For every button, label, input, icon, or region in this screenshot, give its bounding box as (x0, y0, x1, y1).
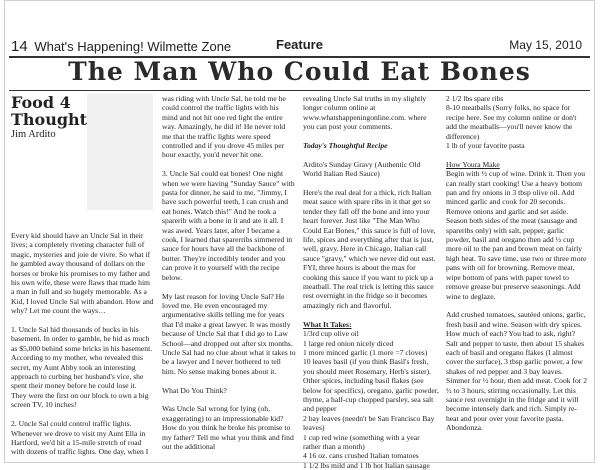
page-number: 14 (11, 38, 28, 55)
paragraph: Begin with ½ cup of wine. Drink it. Then you can really start cooking! Use a heavy bottom pan and fry onions in 3 tbsp olive oil. Add minced garlic and cook for 20 seconds. Remove onions and garlic and set aside. Season both sides of the meat (sausage and spareribs only) with salt, pepper, garlic powder, basil and oregano then add ½ cup more oil to the pan and brown meat on fairly high heat. To save time, use two or three more pans with oil for browning. Remove meat, wipe bottom of pans with paper towel to remove grease but preserve seasonings. Add wine to deglaze. (446, 169, 587, 301)
recipe-title: Ardito's Sunday Gravy (Authentic Old World Italian Red Sauce) (303, 159, 421, 179)
ingredient: 8-10 meatballs (Sorry folks, no space for recipe here. See my column online or don't add the meatballs—you'll never know the difference) (446, 103, 577, 141)
column-title-line2: Thought (11, 110, 88, 129)
ingredient: 1 large red onion nicely diced (303, 338, 394, 348)
column-3 (303, 94, 439, 470)
ingredient: 1 cup red wine (something with a year rather than a month) (303, 432, 420, 451)
recipe-intro: Here's the real deal for a thick, rich Italian meat sauce with spare ribs in it that get so tender they fall off the bone and into your heart forever. Just like "The Man Who Could Eat Bones," this sauce is full of love, life, spices and everything after that is just, well, gravy. Here in Chicago, Italian call sauce "gravy," which we never did out east. FYI, three hours is about the max for cooking this sauce if you want to pick up a meatball. The real trick is letting this sauce rest overnight in the fridge so it becomes amazingly rich and flavorful. (303, 188, 436, 310)
ingredient: 1 lb of your favorite pasta (446, 141, 525, 151)
column-1-body (11, 231, 154, 466)
header-date: May 15, 2010 (509, 38, 582, 52)
ingredient: 1 1/2 lbs mild and 1 lb hot Italian sausage (303, 460, 430, 470)
column-2-body (162, 94, 296, 461)
section-name: What's Happening! Wilmette Zone (34, 39, 232, 54)
author-photo (87, 94, 153, 210)
recipe-heading: Today's Thoughtful Recipe (303, 141, 388, 151)
ingredient: 1 more minced garlic (1 more =7 cloves) (303, 347, 428, 357)
paragraph: 2. Uncle Sal could control traffic lights. Whenever we drove to visit my Aunt Ella in Hartford, we'd hit a 15-mile stretch of road with dozens of traffic lights. One day, when I (11, 419, 149, 457)
paragraph: Was Uncle Sal wrong for lying (oh, exaggerating) to an impressionable kid? How do you think he broke his promise to my father? Tell me what you think and find out the additional (162, 404, 294, 451)
column-3-body (303, 94, 439, 470)
paragraph: 1. Uncle Sal hid thousands of bucks in his basement. In order to gamble, he hid as much as $5,000 behind some bricks in his basement. According to my mother, who revealed this secret, my Aunt Abby took an interesting approach to curbing her husband's vice, she spent their money before he could lose it. They were the first on our block to own a big screen TV, 10 inches! (11, 325, 153, 410)
paragraph: Every kid should have an Uncle Sal in their lives; a completely riveting character full of magic, mysteries and joie de vivre. So what if he gambled away thousand of dollars on the horses or broke his promises to my father and his own wife, these were flaws that made him a man in full and so hugely memorable. As a Kid, I loved Uncle Sal with abandon. How and why? Let me count the ways… (11, 231, 154, 316)
paragraph: Add crushed tomatoes, sautéed onions, garlic, fresh basil and wine. Season with dry spices. How much of each? You had to ask, right? Salt and pepper to taste, then about 15 shakes each of basil and oregano flakes (I almost cover the surface), 3 tbsp garlic power, a few shakes of red pepper and 3 bay leaves. Simmer for ½ hour, then add meat. Cook for 2 ½ to 3 hours, stirring occasionally. Let this sauce rest overnight in the fridge and it will become intensely dark and rich. Simply re-heat and pour over your favorite pasta. Abondonza. (446, 310, 587, 433)
column-4 (446, 94, 588, 460)
subheading: What Do You Think? (162, 385, 227, 395)
spacer (446, 150, 588, 159)
how-heading: How Youra Make (446, 159, 500, 169)
paragraph: 3. Uncle Sal could eat bones! One night when we were having "Sunday Sauce" with pasta for dinner, he said to me, "Jimmy, I have such powerful teeth, I can crush and eat bones. Watch this!" And he took a sparerib with a bone in it and ate it all. I was awed. Years later, after I became a cook, I learned that sparerribs simmered in sauce for hours have all the backbone of butter. They're incredibly tender and you can prove it to yourself with the recipe below. (162, 169, 295, 282)
ingredient: 10 leaves basil (if you think Basil's fresh, you should meet Rosemary, Herb's sister). (303, 357, 432, 376)
paragraph: revealing Uncle Sal truths in my slightly longer column online at www.whatshappeningonline.com. where you can post your comments. (303, 94, 427, 132)
ingredient: 2 1/2 lbs spare ribs (446, 94, 504, 103)
headline: The Man Who Could Eat Bones (68, 57, 531, 86)
takes-heading: What It Takes: (303, 319, 352, 329)
page-header (5, 35, 594, 55)
byline: Jim Ardito (11, 129, 56, 140)
column-4-body (446, 94, 588, 442)
ingredient: Other spices, including basil flakes (see below for specifics), oregano, garlic powder, thyme, a half-cup chopped parsley, sea salt and pepper (303, 376, 439, 414)
headline-rule (9, 90, 590, 91)
paragraph: My last reason for loving Uncle Sal? He loved me. He even encouraged my argumentative skills telling me for years that I'd make a great lawyer. It was mostly because of Uncle Sal that I did go to Law School—and dropped out after six months. Uncle Sal had no clue about what it takes to be a lawyer and I never bothered to tell him. No sense making bones about it. (162, 291, 296, 376)
header-category: Feature (276, 37, 323, 52)
paragraph: was riding with Uncle Sal, he told me he could control the traffic lights with his mind and not hit one red light the entire way. Amazingly, he did it! He never told me that the traffic lights were speed controlled and if you drove 45 miles per hour exactly, you'd never hit one. (162, 94, 286, 160)
column-2 (162, 94, 296, 460)
newspaper-page (4, 0, 595, 470)
ingredient: 4 16 oz. cans crushed Italian tomatoes (303, 451, 419, 461)
ingredient: 1/3rd cup olive oil (303, 329, 359, 339)
column-title-line1: Food 4 (11, 93, 71, 112)
ingredient: 2 bay leaves (needn't be San Francisco Bay leaves) (303, 413, 435, 433)
column-1 (11, 94, 154, 460)
